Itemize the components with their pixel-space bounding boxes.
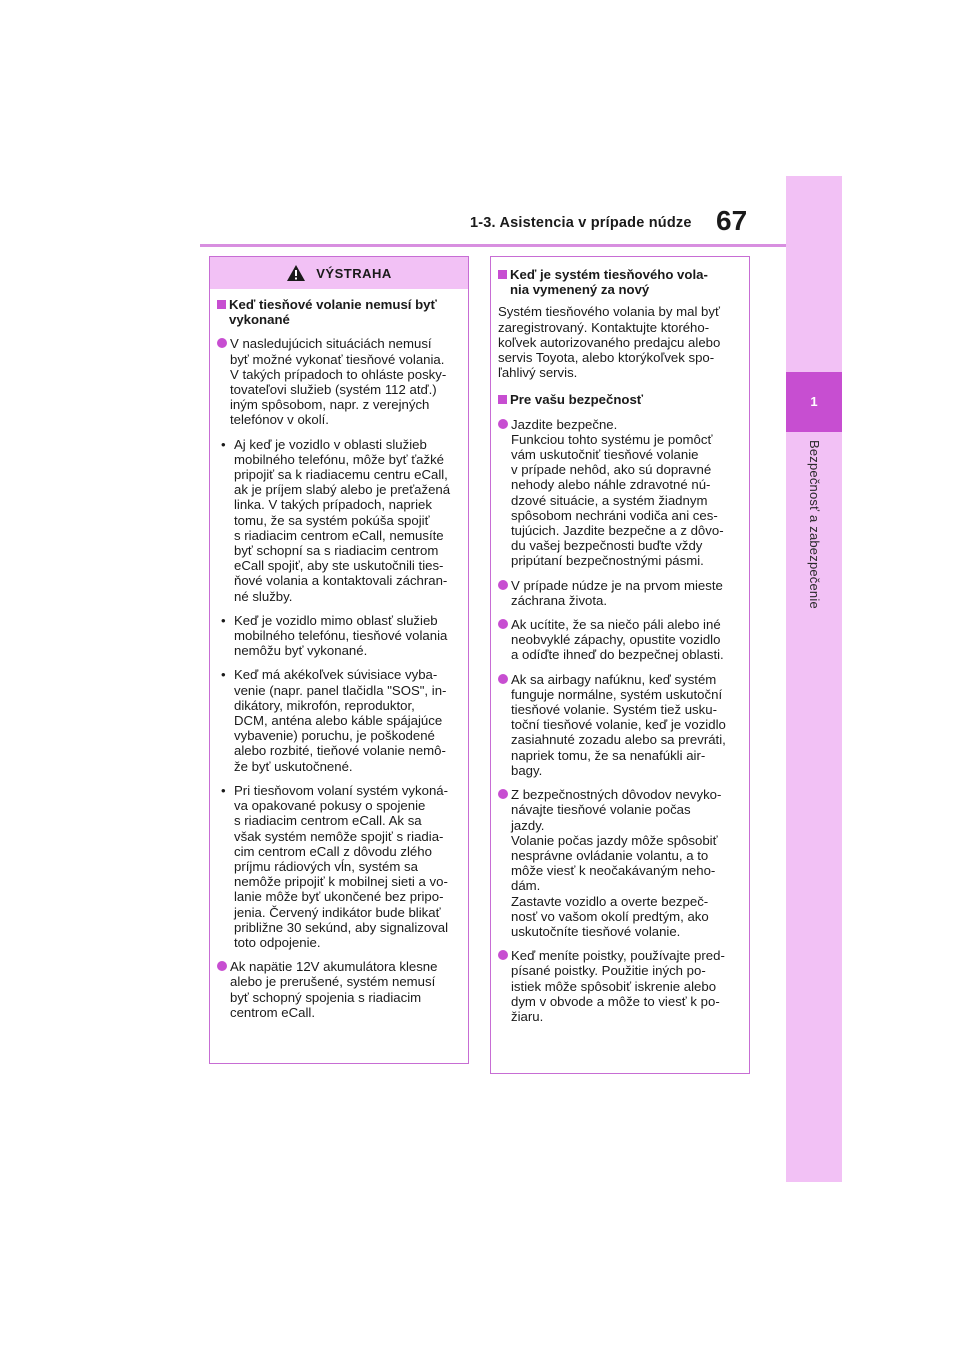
chapter-label: Bezpečnosť a zabezpečenie	[807, 440, 822, 609]
warning-bullet: • Aj keď je vozidlo v oblasti služieb mobilného telefónu, môže byť ťažké pripojiť sa k riadiacemu centru eCall, ak je príjem slabý alebo je preťažená linka. V takých prípadoch, napriek tomu, že sa systém pokúša spojiť s riadiacim centrom eCall, nemusíte byť schopní sa s riadiacim centrom eCall spojiť, aby ste uskutočnili ties- ňové volania a kontaktovali záchran- né služby.	[217, 437, 462, 604]
header-rule	[200, 244, 786, 247]
page-number: 67	[716, 205, 748, 236]
replacement-paragraph: Systém tiesňového volania by mal byť zaregistrovaný. Kontaktujte ktorého- koľvek autorizovaného predajcu alebo servis Toyota, alebo ktorýkoľvek spo- ľahlivý servis.	[498, 304, 721, 381]
safety-item: V prípade núdze je na prvom mieste záchrana života.	[498, 578, 743, 608]
warning-bullet: • Pri tiesňovom volaní systém vykoná- va opakované pokusy o spojenie s riadiacim centrom eCall. Ak sa však systém nemôže spojiť s riadia- cim centrom eCall z dôvodu zlého príjmu rádiových vĺn, systém sa nemôže pripojiť k mobilnej sieti a vo- lanie môže byť ukončené bez pripo- jenia. Červený indikátor bude blikať približne 30 sekúnd, aby signalizoval toto odpojenie.	[217, 783, 462, 950]
warning-bullet: • Keď má akékoľvek súvisiace vyba- venie (napr. panel tlačidla "SOS", in- dikátory, mikrofón, reproduktor, DCM, anténa alebo káble spájajúce vybavenie) poruchu, je poškodené alebo rozbité, tieňové volanie nemô- že byť uskutočnené.	[217, 667, 462, 773]
safety-item: Z bezpečnostných dôvodov nevyko- návajte tiesňové volanie počas jazdy. Volanie počas jazdy môže spôsobiť nesprávne ovládanie volantu, a to môže viesť k neočakávaným neho- dám. Zastavte vozidlo a overte bezpeč- nosť vo vašom okolí predtým, ako uskutočníte tiesňové volanie.	[498, 787, 743, 939]
warning-box	[209, 256, 469, 1064]
safety-heading: Pre vašu bezpečnosť	[498, 392, 743, 407]
warning-bullet: • Keď je vozidlo mimo oblasť služieb mobilného telefónu, tiesňové volania nemôžu byť vykonané.	[217, 613, 462, 659]
warning-header	[210, 257, 468, 289]
warning-intro: V nasledujúcich situáciách nemusí byť možné vykonať tiesňové volania. V takých prípadoch to ohláste posky- tovateľovi služieb (systém 112 atď.) iným spôsobom, napr. z verejných telefónov v okolí.	[217, 336, 462, 427]
safety-item: Keď meníte poistky, používajte pred- písané poistky. Použitie iných po- istiek môže spôsobiť iskrenie alebo dym v obvode a môže to viesť k po- žiaru.	[498, 948, 743, 1024]
safety-item: Jazdite bezpečne. Funkciou tohto systému je pomôcť vám uskutočniť tiesňové volanie v prípade nehôd, ako sú dopravné nehody alebo náhle zdravotné nú- dzové situácie, a systém žiadnym spôsobom nechráni vodiča ani ces- tujúcich. Jazdite bezpečne a z dôvo- du vašej bezpečnosti buďte vždy pripútaní bezpečnostnými pásmi.	[498, 417, 743, 569]
warning-heading: Keď tiesňové volanie nemusí byť vykonané	[217, 297, 462, 327]
safety-item: Ak ucítite, že sa niečo páli alebo iné neobvyklé zápachy, opustite vozidlo a odíďte ihneď do bezpečnej oblasti.	[498, 617, 743, 663]
warning-triangle-icon	[286, 264, 306, 282]
safety-item: Ak sa airbagy nafúknu, keď systém funguje normálne, systém uskutoční tiesňové volanie. Systém tiež usku- toční tiesňové volanie, keď je vozidlo zasiahnuté zozadu alebo sa prevráti, napriek tomu, že sa nenafúkli air- bagy.	[498, 672, 743, 778]
chapter-side-tab	[786, 176, 842, 1182]
warning-title: VÝSTRAHA	[316, 265, 392, 281]
warning-last-item: Ak napätie 12V akumulátora klesne alebo je prerušené, systém nemusí byť schopný spojenia s riadiacim centrom eCall.	[217, 959, 462, 1020]
info-box	[490, 256, 750, 1074]
chapter-number-tab[interactable]: 1	[786, 372, 842, 432]
section-title: 1-3. Asistencia v prípade núdze	[470, 215, 692, 231]
replacement-heading: Keď je systém tiesňového vola- nia vymenený za nový	[498, 267, 743, 297]
